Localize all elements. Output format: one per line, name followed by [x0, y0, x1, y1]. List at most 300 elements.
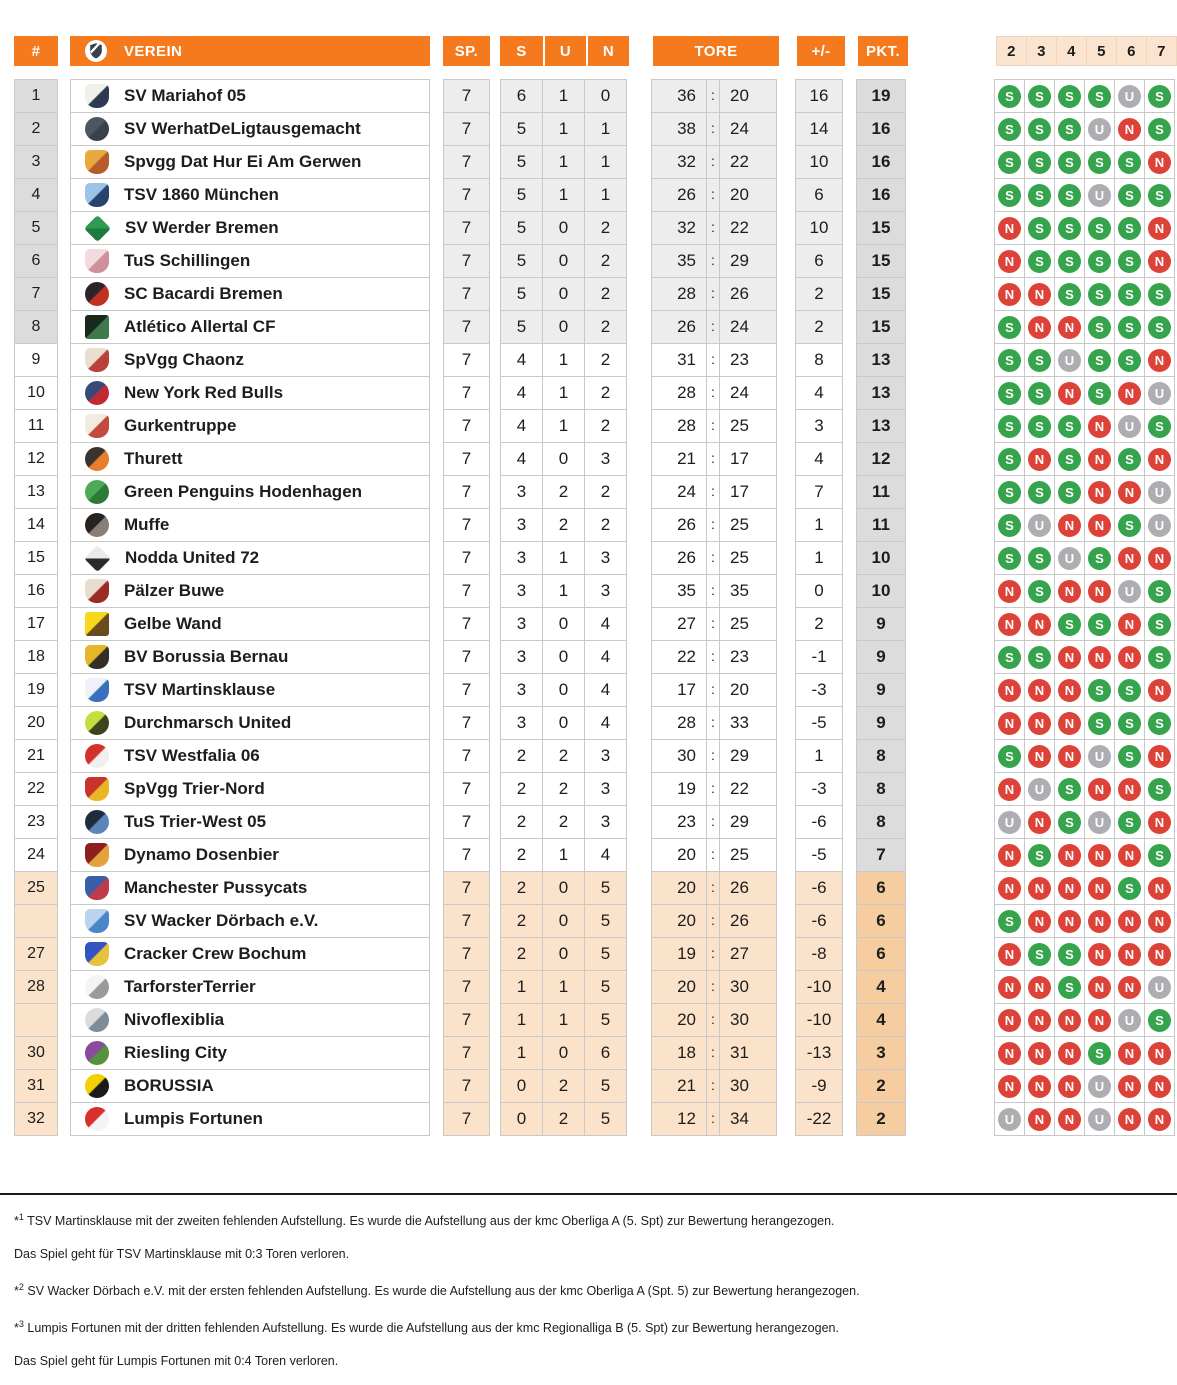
team-logo [85, 282, 109, 306]
draws-cell: 2 [542, 475, 585, 509]
games-cell: 7 [443, 574, 490, 608]
draw-icon: U [1148, 481, 1171, 504]
win-icon: S [1118, 250, 1141, 273]
team-cell [70, 607, 430, 641]
position-cell: 14 [14, 508, 58, 542]
draw-icon: U [1088, 811, 1111, 834]
form-cell [994, 805, 1025, 839]
table-row [14, 1102, 1177, 1136]
form-cell [1114, 277, 1145, 311]
form-cell [1084, 1069, 1115, 1103]
losses-cell: 4 [584, 673, 627, 707]
win-icon: S [1028, 184, 1051, 207]
position-cell: 18 [14, 640, 58, 674]
win-icon: S [1058, 481, 1081, 504]
form-cell [994, 475, 1025, 509]
table-row [14, 541, 1177, 575]
win-icon: S [1028, 217, 1051, 240]
goal-diff-cell: -6 [795, 805, 843, 839]
points-cell: 8 [856, 772, 906, 806]
losses-cell: 2 [584, 409, 627, 443]
goals-separator: : [706, 475, 720, 509]
team-logo [85, 876, 109, 900]
games-cell: 7 [443, 871, 490, 905]
games-cell: 7 [443, 1003, 490, 1037]
team-logo [85, 777, 109, 801]
wins-cell: 3 [500, 541, 543, 575]
goal-diff-cell: 6 [795, 178, 843, 212]
table-body [14, 79, 1177, 1136]
draws-cell: 2 [542, 772, 585, 806]
form-cell [1024, 871, 1055, 905]
form-cell [1114, 541, 1145, 575]
loss-icon: N [1088, 415, 1111, 438]
table-row [14, 607, 1177, 641]
team-cell [70, 343, 430, 377]
form-cell [1054, 244, 1085, 278]
loss-icon: N [998, 976, 1021, 999]
wins-cell: 3 [500, 673, 543, 707]
team-name: Gurkentruppe [124, 416, 237, 435]
wins-cell: 2 [500, 838, 543, 872]
form-cell [994, 904, 1025, 938]
form-cell [1084, 574, 1115, 608]
team-cell [70, 112, 430, 146]
team-name: Muffe [124, 515, 170, 534]
losses-cell: 3 [584, 772, 627, 806]
form-cell [994, 640, 1025, 674]
losses-cell: 2 [584, 475, 627, 509]
goals-separator: : [706, 211, 720, 245]
draws-cell: 1 [542, 838, 585, 872]
form-cell [1024, 574, 1055, 608]
form-cell [1084, 937, 1115, 971]
form-cell [1084, 805, 1115, 839]
goals-against-cell: 20 [719, 673, 777, 707]
games-cell: 7 [443, 541, 490, 575]
wins-cell: 0 [500, 1069, 543, 1103]
goals-for-cell: 20 [651, 970, 707, 1004]
win-icon: S [1148, 580, 1171, 603]
loss-icon: N [1058, 580, 1081, 603]
loss-icon: N [1088, 877, 1111, 900]
table-row [14, 805, 1177, 839]
header-position: # [14, 36, 58, 66]
losses-cell: 2 [584, 310, 627, 344]
goal-diff-cell: 4 [795, 442, 843, 476]
points-cell: 13 [856, 343, 906, 377]
draws-cell: 0 [542, 904, 585, 938]
goal-diff-cell: 4 [795, 376, 843, 410]
form-cell [1144, 277, 1175, 311]
team-name: Pälzer Buwe [124, 581, 225, 600]
win-icon: S [998, 514, 1021, 537]
loss-icon: N [1028, 712, 1051, 735]
table-row [14, 343, 1177, 377]
wins-cell: 2 [500, 739, 543, 773]
position-cell: 12 [14, 442, 58, 476]
header-tore: TORE [653, 36, 779, 66]
goals-for-cell: 32 [651, 145, 707, 179]
team-name: SpVgg Chaonz [124, 350, 244, 369]
form-cell [1054, 1102, 1085, 1136]
loss-icon: N [998, 877, 1021, 900]
form-cell [1114, 838, 1145, 872]
form-cell [1024, 343, 1055, 377]
points-cell: 15 [856, 244, 906, 278]
win-icon: S [1088, 613, 1111, 636]
win-icon: S [1058, 811, 1081, 834]
team-cell [70, 376, 430, 410]
draws-cell: 0 [542, 706, 585, 740]
team-name: SV Mariahof 05 [124, 86, 246, 105]
draw-icon: U [1028, 778, 1051, 801]
points-cell: 2 [856, 1069, 906, 1103]
goals-against-cell: 25 [719, 541, 777, 575]
form-cell [1024, 277, 1055, 311]
team-name: BORUSSIA [124, 1076, 214, 1095]
goal-diff-cell: 3 [795, 409, 843, 443]
loss-icon: N [1058, 1075, 1081, 1098]
header-verein-label: VEREIN [124, 42, 183, 60]
points-cell: 11 [856, 508, 906, 542]
loss-icon: N [1088, 844, 1111, 867]
team-cell [70, 772, 430, 806]
draws-cell: 2 [542, 508, 585, 542]
goals-separator: : [706, 541, 720, 575]
games-cell: 7 [443, 145, 490, 179]
form-cell [1024, 904, 1055, 938]
loss-icon: N [1058, 877, 1081, 900]
loss-icon: N [1028, 1108, 1051, 1131]
goals-against-cell: 30 [719, 1069, 777, 1103]
losses-cell: 2 [584, 244, 627, 278]
form-cell [1024, 1003, 1055, 1037]
team-logo [85, 975, 109, 999]
losses-cell: 1 [584, 145, 627, 179]
team-logo [85, 1074, 109, 1098]
win-icon: S [1088, 1042, 1111, 1065]
team-logo [85, 117, 109, 141]
loss-icon: N [1148, 448, 1171, 471]
wins-cell: 5 [500, 211, 543, 245]
win-icon: S [1028, 118, 1051, 141]
position-cell: 27 [14, 937, 58, 971]
loss-icon: N [1148, 1108, 1171, 1131]
goals-separator: : [706, 574, 720, 608]
win-icon: S [1088, 250, 1111, 273]
loss-icon: N [998, 250, 1021, 273]
team-name: SpVgg Trier-Nord [124, 779, 265, 798]
win-icon: S [1148, 1009, 1171, 1032]
team-name: SV Werder Bremen [125, 218, 279, 237]
goals-for-cell: 27 [651, 607, 707, 641]
form-cell [994, 211, 1025, 245]
team-logo [85, 249, 109, 273]
team-logo [85, 942, 109, 966]
header-spiele: SP. [443, 36, 490, 66]
win-icon: S [1118, 151, 1141, 174]
form-cell [994, 112, 1025, 146]
win-icon: S [1028, 151, 1051, 174]
loss-icon: N [1118, 1042, 1141, 1065]
team-cell [70, 1036, 430, 1070]
draws-cell: 2 [542, 1102, 585, 1136]
form-cell [1114, 376, 1145, 410]
position-cell: 2 [14, 112, 58, 146]
points-cell: 10 [856, 541, 906, 575]
win-icon: S [1028, 547, 1051, 570]
position-cell: 31 [14, 1069, 58, 1103]
form-cell [1114, 508, 1145, 542]
win-icon: S [1028, 382, 1051, 405]
goals-against-cell: 27 [719, 937, 777, 971]
points-cell: 9 [856, 673, 906, 707]
team-name: Riesling City [124, 1043, 227, 1062]
loss-icon: N [1118, 844, 1141, 867]
form-cell [1084, 244, 1115, 278]
games-cell: 7 [443, 640, 490, 674]
games-cell: 7 [443, 970, 490, 1004]
position-cell: 23 [14, 805, 58, 839]
form-cell [1144, 805, 1175, 839]
games-cell: 7 [443, 178, 490, 212]
form-cell [1144, 244, 1175, 278]
wins-cell: 3 [500, 574, 543, 608]
goals-against-cell: 26 [719, 904, 777, 938]
position-cell: 32 [14, 1102, 58, 1136]
win-icon: S [1058, 943, 1081, 966]
form-cell [1024, 937, 1055, 971]
position-cell: 30 [14, 1036, 58, 1070]
position-cell: 7 [14, 277, 58, 311]
shield-icon [84, 39, 108, 63]
table-row [14, 706, 1177, 740]
form-cell [1024, 211, 1055, 245]
wins-cell: 2 [500, 937, 543, 971]
games-cell: 7 [443, 310, 490, 344]
team-logo [85, 348, 109, 372]
goals-for-cell: 36 [651, 79, 707, 113]
loss-icon: N [1118, 547, 1141, 570]
goals-against-cell: 25 [719, 838, 777, 872]
form-cell [1024, 541, 1055, 575]
games-cell: 7 [443, 508, 490, 542]
form-cell [1054, 442, 1085, 476]
loss-icon: N [998, 613, 1021, 636]
form-cell [1144, 904, 1175, 938]
loss-icon: N [1028, 679, 1051, 702]
form-cell [1114, 640, 1145, 674]
team-name: Spvgg Dat Hur Ei Am Gerwen [124, 152, 362, 171]
goals-for-cell: 20 [651, 871, 707, 905]
position-cell: 1 [14, 79, 58, 113]
draws-cell: 1 [542, 79, 585, 113]
points-cell: 9 [856, 607, 906, 641]
form-cell [1084, 607, 1115, 641]
form-cell [1084, 904, 1115, 938]
header-unentschieden: U [545, 36, 586, 66]
goals-for-cell: 22 [651, 640, 707, 674]
goal-diff-cell: 2 [795, 277, 843, 311]
loss-icon: N [1088, 943, 1111, 966]
team-cell [70, 310, 430, 344]
team-logo [85, 1041, 109, 1065]
form-cell [1054, 607, 1085, 641]
team-cell [70, 871, 430, 905]
form-cell [994, 1036, 1025, 1070]
win-icon: S [1118, 811, 1141, 834]
loss-icon: N [1088, 646, 1111, 669]
header-punkte: PKT. [858, 36, 908, 66]
wins-cell: 4 [500, 376, 543, 410]
team-cell [70, 211, 430, 245]
form-cell [1084, 838, 1115, 872]
team-cell [70, 970, 430, 1004]
footnote-line: *$^2$ SV Wacker Dörbach e.V. mit der ersten fehlenden Aufstellung. Es wurde die Aufstellung aus der kmc Oberliga A (Spt. 5) zur Bewertung herangezogen. [14, 1282, 860, 1299]
win-icon: S [1058, 778, 1081, 801]
losses-cell: 5 [584, 1069, 627, 1103]
goals-against-cell: 20 [719, 79, 777, 113]
losses-cell: 3 [584, 442, 627, 476]
form-cell [1054, 112, 1085, 146]
games-cell: 7 [443, 1036, 490, 1070]
team-logo [85, 513, 109, 537]
wins-cell: 1 [500, 970, 543, 1004]
points-cell: 16 [856, 112, 906, 146]
position-cell: 9 [14, 343, 58, 377]
position-cell: 20 [14, 706, 58, 740]
goals-against-cell: 25 [719, 508, 777, 542]
goals-separator: : [706, 343, 720, 377]
win-icon: S [1058, 151, 1081, 174]
form-cell [1054, 376, 1085, 410]
losses-cell: 1 [584, 112, 627, 146]
team-cell [70, 805, 430, 839]
games-cell: 7 [443, 772, 490, 806]
points-cell: 10 [856, 574, 906, 608]
losses-cell: 4 [584, 706, 627, 740]
win-icon: S [998, 415, 1021, 438]
games-cell: 7 [443, 112, 490, 146]
table-row [14, 244, 1177, 278]
goals-for-cell: 35 [651, 574, 707, 608]
loss-icon: N [1088, 448, 1111, 471]
draw-icon: U [1148, 514, 1171, 537]
win-icon: S [1028, 250, 1051, 273]
form-cell [1024, 79, 1055, 113]
form-cell [1114, 937, 1145, 971]
goals-against-cell: 22 [719, 145, 777, 179]
goals-for-cell: 20 [651, 904, 707, 938]
form-cell [994, 277, 1025, 311]
form-cell [1084, 871, 1115, 905]
loss-icon: N [1148, 877, 1171, 900]
team-cell [70, 442, 430, 476]
form-cell [1024, 970, 1055, 1004]
form-cell [1144, 739, 1175, 773]
goals-against-cell: 22 [719, 211, 777, 245]
form-cell [1024, 1069, 1055, 1103]
goals-separator: : [706, 508, 720, 542]
win-icon: S [1028, 415, 1051, 438]
form-cell [1024, 607, 1055, 641]
loss-icon: N [998, 778, 1021, 801]
loss-icon: N [1148, 943, 1171, 966]
team-cell [70, 706, 430, 740]
goals-separator: : [706, 937, 720, 971]
team-logo [85, 447, 109, 471]
form-cell [1084, 1003, 1115, 1037]
form-cell [1084, 1036, 1115, 1070]
form-cell [1114, 970, 1145, 1004]
losses-cell: 4 [584, 640, 627, 674]
goals-separator: : [706, 739, 720, 773]
draw-icon: U [1118, 85, 1141, 108]
loss-icon: N [1028, 316, 1051, 339]
loss-icon: N [1118, 778, 1141, 801]
table-row [14, 937, 1177, 971]
goals-for-cell: 24 [651, 475, 707, 509]
team-logo [85, 909, 109, 933]
form-cell [1144, 508, 1175, 542]
goal-diff-cell: -5 [795, 838, 843, 872]
win-icon: S [1148, 712, 1171, 735]
loss-icon: N [1058, 1042, 1081, 1065]
team-logo [85, 381, 109, 405]
loss-icon: N [1118, 976, 1141, 999]
draw-icon: U [1058, 547, 1081, 570]
table-row [14, 409, 1177, 443]
goal-diff-cell: -5 [795, 706, 843, 740]
goals-against-cell: 24 [719, 112, 777, 146]
losses-cell: 1 [584, 178, 627, 212]
team-name: Gelbe Wand [124, 614, 222, 633]
games-cell: 7 [443, 376, 490, 410]
form-cell [1084, 310, 1115, 344]
draw-icon: U [998, 811, 1021, 834]
loss-icon: N [1058, 844, 1081, 867]
draws-cell: 1 [542, 574, 585, 608]
loss-icon: N [1088, 910, 1111, 933]
table-row [14, 1069, 1177, 1103]
team-logo [85, 645, 109, 669]
wins-cell: 5 [500, 145, 543, 179]
form-cell [1054, 541, 1085, 575]
footnote-line: Das Spiel geht für TSV Martinsklause mit 0:3 Toren verloren. [14, 1247, 350, 1262]
goals-separator: : [706, 244, 720, 278]
win-icon: S [1148, 844, 1171, 867]
goals-against-cell: 25 [719, 607, 777, 641]
win-icon: S [998, 118, 1021, 141]
goals-for-cell: 20 [651, 838, 707, 872]
loss-icon: N [1028, 1042, 1051, 1065]
win-icon: S [998, 85, 1021, 108]
win-icon: S [1058, 415, 1081, 438]
draw-icon: U [1058, 349, 1081, 372]
losses-cell: 5 [584, 904, 627, 938]
goals-against-cell: 30 [719, 970, 777, 1004]
losses-cell: 3 [584, 541, 627, 575]
position-cell: 24 [14, 838, 58, 872]
form-cell [1144, 937, 1175, 971]
win-icon: S [1058, 184, 1081, 207]
form-cell [1114, 739, 1145, 773]
win-icon: S [1148, 646, 1171, 669]
form-cell [994, 376, 1025, 410]
form-cell [1114, 178, 1145, 212]
footnote-divider [0, 1193, 1177, 1195]
